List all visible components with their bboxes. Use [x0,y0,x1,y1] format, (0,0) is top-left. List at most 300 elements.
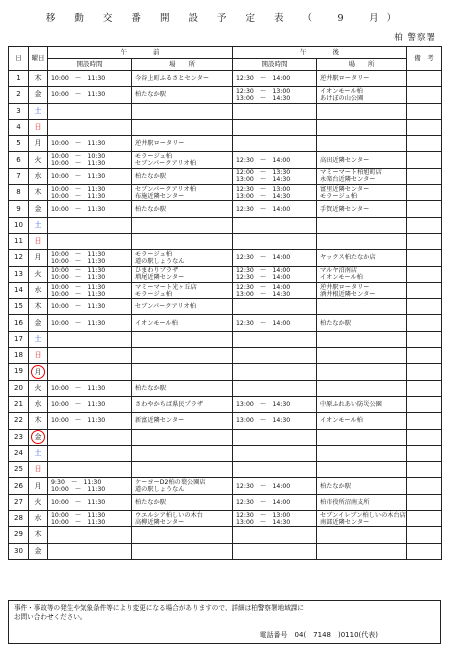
am-time-text: 10:00 ～ 11:30 [51,250,106,258]
weekday-text: 日 [34,237,42,246]
pm-place-text: マミーマート柏旭町店 [320,169,382,177]
pm-place-cell [317,396,407,412]
notice-text: 事件・事故等の発生や気象条件等により変更になる場合がありますので、詳細は柏警察署地域課に お問い合わせください。 [14,604,304,621]
weekday-cell [29,185,48,201]
am-place-text: 逆井駅ロータリー [135,140,185,148]
am-time-text: 10:00 ～ 11:30 [51,417,106,425]
pm-place-cell [317,527,407,543]
am-place-text: 今谷上町ふるさとセンター [135,75,210,83]
weekday-text: 月 [34,139,42,148]
table-row [9,119,442,135]
pm-place-cell [317,478,407,494]
am-time-cell [48,250,132,266]
am-time-text: 10:00 ～ 11:30 [51,160,106,168]
pm-time-text: 12:30 ～ 14:00 [236,205,291,213]
day-cell: 27 [9,494,29,510]
pm-time-cell [233,152,317,168]
remarks-cell [407,201,442,217]
remarks-cell [407,364,442,380]
weekday-text: 日 [34,351,42,360]
weekday-cell [29,299,48,315]
am-place-cell [132,445,233,461]
table-row [9,543,442,559]
weekday-text: 日 [34,465,42,474]
am-time-text: 10:00 ～ 11:30 [51,303,106,311]
am-place-text: セブンパークアリオ柏 [135,160,196,168]
am-time-cell [48,71,132,87]
pm-place-cell [317,119,407,135]
am-place-cell [132,478,233,494]
weekday-text: 金 [34,90,42,99]
weekday-cell [29,380,48,396]
weekday-cell [29,331,48,347]
day-cell: 3 [9,103,29,119]
pm-time-cell [233,87,317,103]
table-row [9,233,442,249]
table-row [9,364,442,380]
weekday-cell [29,413,48,429]
am-time-cell [48,119,132,135]
weekday-text: 水 [34,400,42,409]
pm-place-cell [317,185,407,201]
am-place-cell [132,511,233,527]
pm-time-text: 12:30 ～ 14:00 [236,267,291,275]
am-place-cell [132,87,233,103]
day-cell: 19 [9,364,29,380]
header-am-place: 場 所 [132,59,233,71]
circled-weekday: 金 [31,430,45,444]
pm-time-text: 13:00 ～ 14:30 [236,401,291,409]
am-place-cell [132,413,233,429]
weekday-text: 火 [34,383,42,392]
table-row [9,185,442,201]
pm-time-cell [233,429,317,445]
am-place-text: セブンパークアリオ柏 [135,303,196,311]
am-time-text: 10:00 ～ 11:30 [51,140,106,148]
pm-time-cell [233,527,317,543]
weekday-text: 木 [34,530,42,539]
pm-time-cell [233,201,317,217]
pm-time-text: 13:00 ～ 14:30 [236,94,291,102]
schedule-table [8,46,442,560]
am-place-cell [132,103,233,119]
pm-time-text: 13:00 ～ 14:30 [236,518,291,526]
am-place-text: 高柳近隣センター [135,518,185,526]
pm-place-cell [317,543,407,559]
circled-weekday: 月 [31,365,45,379]
table-row [9,445,442,461]
weekday-cell [29,429,48,445]
am-place-cell [132,168,233,184]
table-row [9,511,442,527]
pm-time-cell [233,299,317,315]
pm-time-text: 12:30 ～ 14:00 [236,283,291,291]
header-am-time: 開設時間 [48,59,132,71]
remarks-cell [407,527,442,543]
am-time-cell [48,429,132,445]
weekday-cell [29,315,48,331]
pm-time-cell [233,445,317,461]
am-place-cell [132,331,233,347]
am-place-cell [132,119,233,135]
weekday-cell [29,71,48,87]
am-place-cell [132,380,233,396]
am-time-text: 10:00 ～ 11:30 [51,486,106,494]
police-station-name: 柏 警察署 [394,33,436,43]
am-place-text: 柏たなか駅 [135,498,166,506]
weekday-text: 土 [34,106,42,115]
am-place-text: モラージュ柏 [135,250,172,258]
table-row [9,315,442,331]
am-place-text: 新富近隣センター [135,417,185,425]
table-row [9,250,442,266]
pm-time-text: 13:00 ～ 14:30 [236,290,291,298]
am-place-text: 布施近隣センター [135,192,185,200]
weekday-cell [29,168,48,184]
am-time-text: 10:00 ～ 11:30 [51,205,106,213]
pm-time-text: 12:30 ～ 14:00 [236,319,291,327]
pm-time-cell [233,315,317,331]
weekday-text: 金 [34,546,42,555]
remarks-cell [407,429,442,445]
weekday-text: 木 [34,74,42,83]
weekday-text: 金 [34,318,42,327]
am-place-cell [132,71,233,87]
pm-time-cell [233,364,317,380]
pm-place-text: 富里近隣センター [320,185,370,193]
table-row [9,429,442,445]
table-row [9,299,442,315]
pm-place-cell [317,152,407,168]
am-place-text: イオンモール柏 [135,319,178,327]
pm-place-cell [317,429,407,445]
pm-place-cell [317,380,407,396]
header-day: 日 [9,47,29,71]
am-place-cell [132,527,233,543]
am-place-cell [132,364,233,380]
am-time-text: 10:00 ～ 11:30 [51,91,106,99]
day-cell: 26 [9,478,29,494]
weekday-cell [29,266,48,282]
am-time-text: 10:00 ～ 10:30 [51,153,106,161]
remarks-cell [407,478,442,494]
day-cell: 14 [9,282,29,298]
am-place-text: 柏たなか駅 [135,91,166,99]
weekday-text: 土 [34,220,42,229]
table-row [9,201,442,217]
pm-place-cell [317,348,407,364]
remarks-cell [407,511,442,527]
day-cell: 10 [9,217,29,233]
pm-place-text: 手賀近隣センター [320,205,370,213]
pm-place-cell [317,201,407,217]
pm-time-text: 12:30 ～ 13:00 [236,511,291,519]
table-row [9,348,442,364]
remarks-cell [407,494,442,510]
pm-place-cell [317,282,407,298]
remarks-cell [407,185,442,201]
weekday-cell [29,250,48,266]
table-row [9,331,442,347]
am-time-text: 10:00 ～ 11:30 [51,511,106,519]
header-pm: 午 後 [233,47,407,59]
am-time-cell [48,185,132,201]
table-row [9,136,442,152]
pm-place-cell [317,315,407,331]
weekday-cell [29,527,48,543]
am-place-text: さわやかちば県民プラザ [135,401,204,409]
header-remarks: 備 考 [407,47,442,71]
phone-number: 電話番号 04( 7148 )0110(代表) [259,631,378,639]
table-row [9,494,442,510]
weekday-cell [29,543,48,559]
pm-time-cell [233,266,317,282]
weekday-cell [29,478,48,494]
pm-place-text: 柏たなか駅 [320,319,351,327]
pm-time-cell [233,119,317,135]
day-cell: 20 [9,380,29,396]
pm-place-text: 逆井駅ロータリー [320,75,370,83]
day-cell: 29 [9,527,29,543]
am-place-text: 柏たなか駅 [135,384,166,392]
pm-place-text: 逆井駅ロータリー [320,283,370,291]
am-time-cell [48,348,132,364]
schedule-body [9,71,442,560]
am-time-cell [48,380,132,396]
table-row [9,87,442,103]
remarks-cell [407,266,442,282]
am-time-text: 10:00 ～ 11:30 [51,75,106,83]
am-time-text: 9:30 ～ 11:30 [51,479,102,487]
header-pm-place: 場 所 [317,59,407,71]
am-place-text: マミーマート光ヶ丘店 [135,283,197,291]
day-cell: 12 [9,250,29,266]
weekday-cell [29,201,48,217]
pm-time-cell [233,511,317,527]
pm-time-cell [233,250,317,266]
weekday-text: 火 [34,497,42,506]
am-time-cell [48,527,132,543]
am-place-cell [132,348,233,364]
remarks-cell [407,445,442,461]
pm-place-text: ヤックス柏たなか店 [320,254,376,262]
weekday-cell [29,445,48,461]
am-place-cell [132,462,233,478]
remarks-cell [407,87,442,103]
am-place-cell [132,233,233,249]
pm-time-text: 12:00 ～ 13:30 [236,169,291,177]
day-cell: 21 [9,396,29,412]
weekday-cell [29,282,48,298]
weekday-text: 月 [34,253,42,262]
header-pm-time: 開設時間 [233,59,317,71]
table-row [9,478,442,494]
am-time-cell [48,315,132,331]
am-place-cell [132,201,233,217]
pm-time-cell [233,103,317,119]
notice-box [8,600,441,644]
am-place-cell [132,185,233,201]
day-cell: 4 [9,119,29,135]
am-time-text: 10:00 ～ 11:30 [51,283,106,291]
weekday-text: 土 [34,334,42,343]
remarks-cell [407,396,442,412]
am-time-cell [48,266,132,282]
weekday-text: 日 [34,123,42,132]
am-time-cell [48,233,132,249]
pm-time-cell [233,396,317,412]
weekday-cell [29,87,48,103]
am-place-text: ひまわりプラザ [135,267,179,275]
am-time-text: 10:00 ～ 11:30 [51,274,106,282]
pm-place-cell [317,364,407,380]
pm-place-cell [317,233,407,249]
am-place-text: ウエルシア柏しいの木台 [135,511,203,519]
pm-time-cell [233,413,317,429]
am-place-cell [132,429,233,445]
remarks-cell [407,152,442,168]
pm-time-text: 12:30 ～ 14:00 [236,75,291,83]
remarks-cell [407,380,442,396]
day-cell: 5 [9,136,29,152]
pm-place-cell [317,511,407,527]
table-row [9,282,442,298]
am-place-cell [132,299,233,315]
am-time-cell [48,152,132,168]
table-row [9,217,442,233]
am-place-text: モラージュ柏 [135,290,172,298]
day-cell: 13 [9,266,29,282]
pm-place-text: 酒井根近隣センター [320,290,376,298]
pm-time-cell [233,462,317,478]
header-weekday: 曜日 [29,47,48,71]
am-time-cell [48,282,132,298]
weekday-text: 水 [34,514,42,523]
pm-place-cell [317,413,407,429]
day-cell: 7 [9,168,29,184]
pm-time-text: 12:30 ～ 14:00 [236,498,291,506]
am-time-cell [48,396,132,412]
pm-time-text: 12:30 ～ 14:00 [236,156,291,164]
weekday-cell [29,136,48,152]
pm-time-cell [233,168,317,184]
day-cell: 22 [9,413,29,429]
am-time-text: 10:00 ～ 11:30 [51,257,106,265]
am-time-text: 10:00 ～ 11:30 [51,319,106,327]
pm-place-cell [317,136,407,152]
am-time-cell [48,87,132,103]
pm-time-cell [233,348,317,364]
am-time-cell [48,478,132,494]
pm-place-text: イオンモール柏 [320,417,363,425]
am-place-text: 道の駅しょうなん [135,486,185,494]
weekday-text: 水 [34,286,42,294]
am-place-cell [132,543,233,559]
remarks-cell [407,119,442,135]
day-cell: 2 [9,87,29,103]
weekday-text: 金 [34,204,42,213]
table-row [9,266,442,282]
am-time-cell [48,511,132,527]
weekday-cell [29,152,48,168]
am-place-cell [132,282,233,298]
weekday-cell [29,396,48,412]
table-row [9,168,442,184]
am-place-text: モラージュ柏 [135,153,172,161]
am-time-cell [48,103,132,119]
am-time-cell [48,462,132,478]
weekday-cell [29,348,48,364]
remarks-cell [407,462,442,478]
am-time-cell [48,445,132,461]
pm-place-cell [317,168,407,184]
am-place-cell [132,217,233,233]
page-title: 移 動 交 番 開 設 予 定 表 （ 9 月） [45,13,405,24]
am-place-text: 道の駅しょうなん [135,257,185,265]
weekday-text: 水 [34,171,42,180]
am-time-cell [48,201,132,217]
pm-place-text: 柏市役所沼南支所 [320,498,370,506]
pm-place-text: イオンモール柏 [320,274,363,282]
day-cell: 24 [9,445,29,461]
pm-time-cell [233,380,317,396]
remarks-cell [407,250,442,266]
am-place-cell [132,136,233,152]
am-place-cell [132,250,233,266]
pm-time-cell [233,233,317,249]
day-cell: 15 [9,299,29,315]
am-place-cell [132,315,233,331]
am-place-cell [132,266,233,282]
pm-place-cell [317,250,407,266]
am-time-text: 10:00 ～ 11:30 [51,185,106,193]
am-time-text: 10:00 ～ 11:30 [51,518,106,526]
remarks-cell [407,103,442,119]
pm-place-cell [317,87,407,103]
remarks-cell [407,71,442,87]
day-cell: 8 [9,185,29,201]
remarks-cell [407,299,442,315]
remarks-cell [407,217,442,233]
table-row [9,396,442,412]
pm-time-cell [233,185,317,201]
weekday-cell [29,233,48,249]
am-time-cell [48,331,132,347]
am-place-cell [132,396,233,412]
day-cell: 23 [9,429,29,445]
pm-place-text: 永楽台近隣センター [320,176,376,184]
am-time-text: 10:00 ～ 11:30 [51,384,106,392]
day-cell: 6 [9,152,29,168]
am-place-cell [132,494,233,510]
am-time-text: 10:00 ～ 11:30 [51,192,106,200]
pm-time-cell [233,71,317,87]
am-time-text: 10:00 ～ 11:30 [51,498,106,506]
pm-place-cell [317,299,407,315]
pm-place-text: 柏たなか駅 [320,482,351,490]
table-row [9,152,442,168]
am-time-cell [48,364,132,380]
remarks-cell [407,331,442,347]
day-cell: 30 [9,543,29,559]
pm-time-cell [233,494,317,510]
pm-time-cell [233,217,317,233]
header-am: 午 前 [48,47,233,59]
remarks-cell [407,233,442,249]
table-row [9,103,442,119]
pm-place-cell [317,331,407,347]
day-cell: 17 [9,331,29,347]
